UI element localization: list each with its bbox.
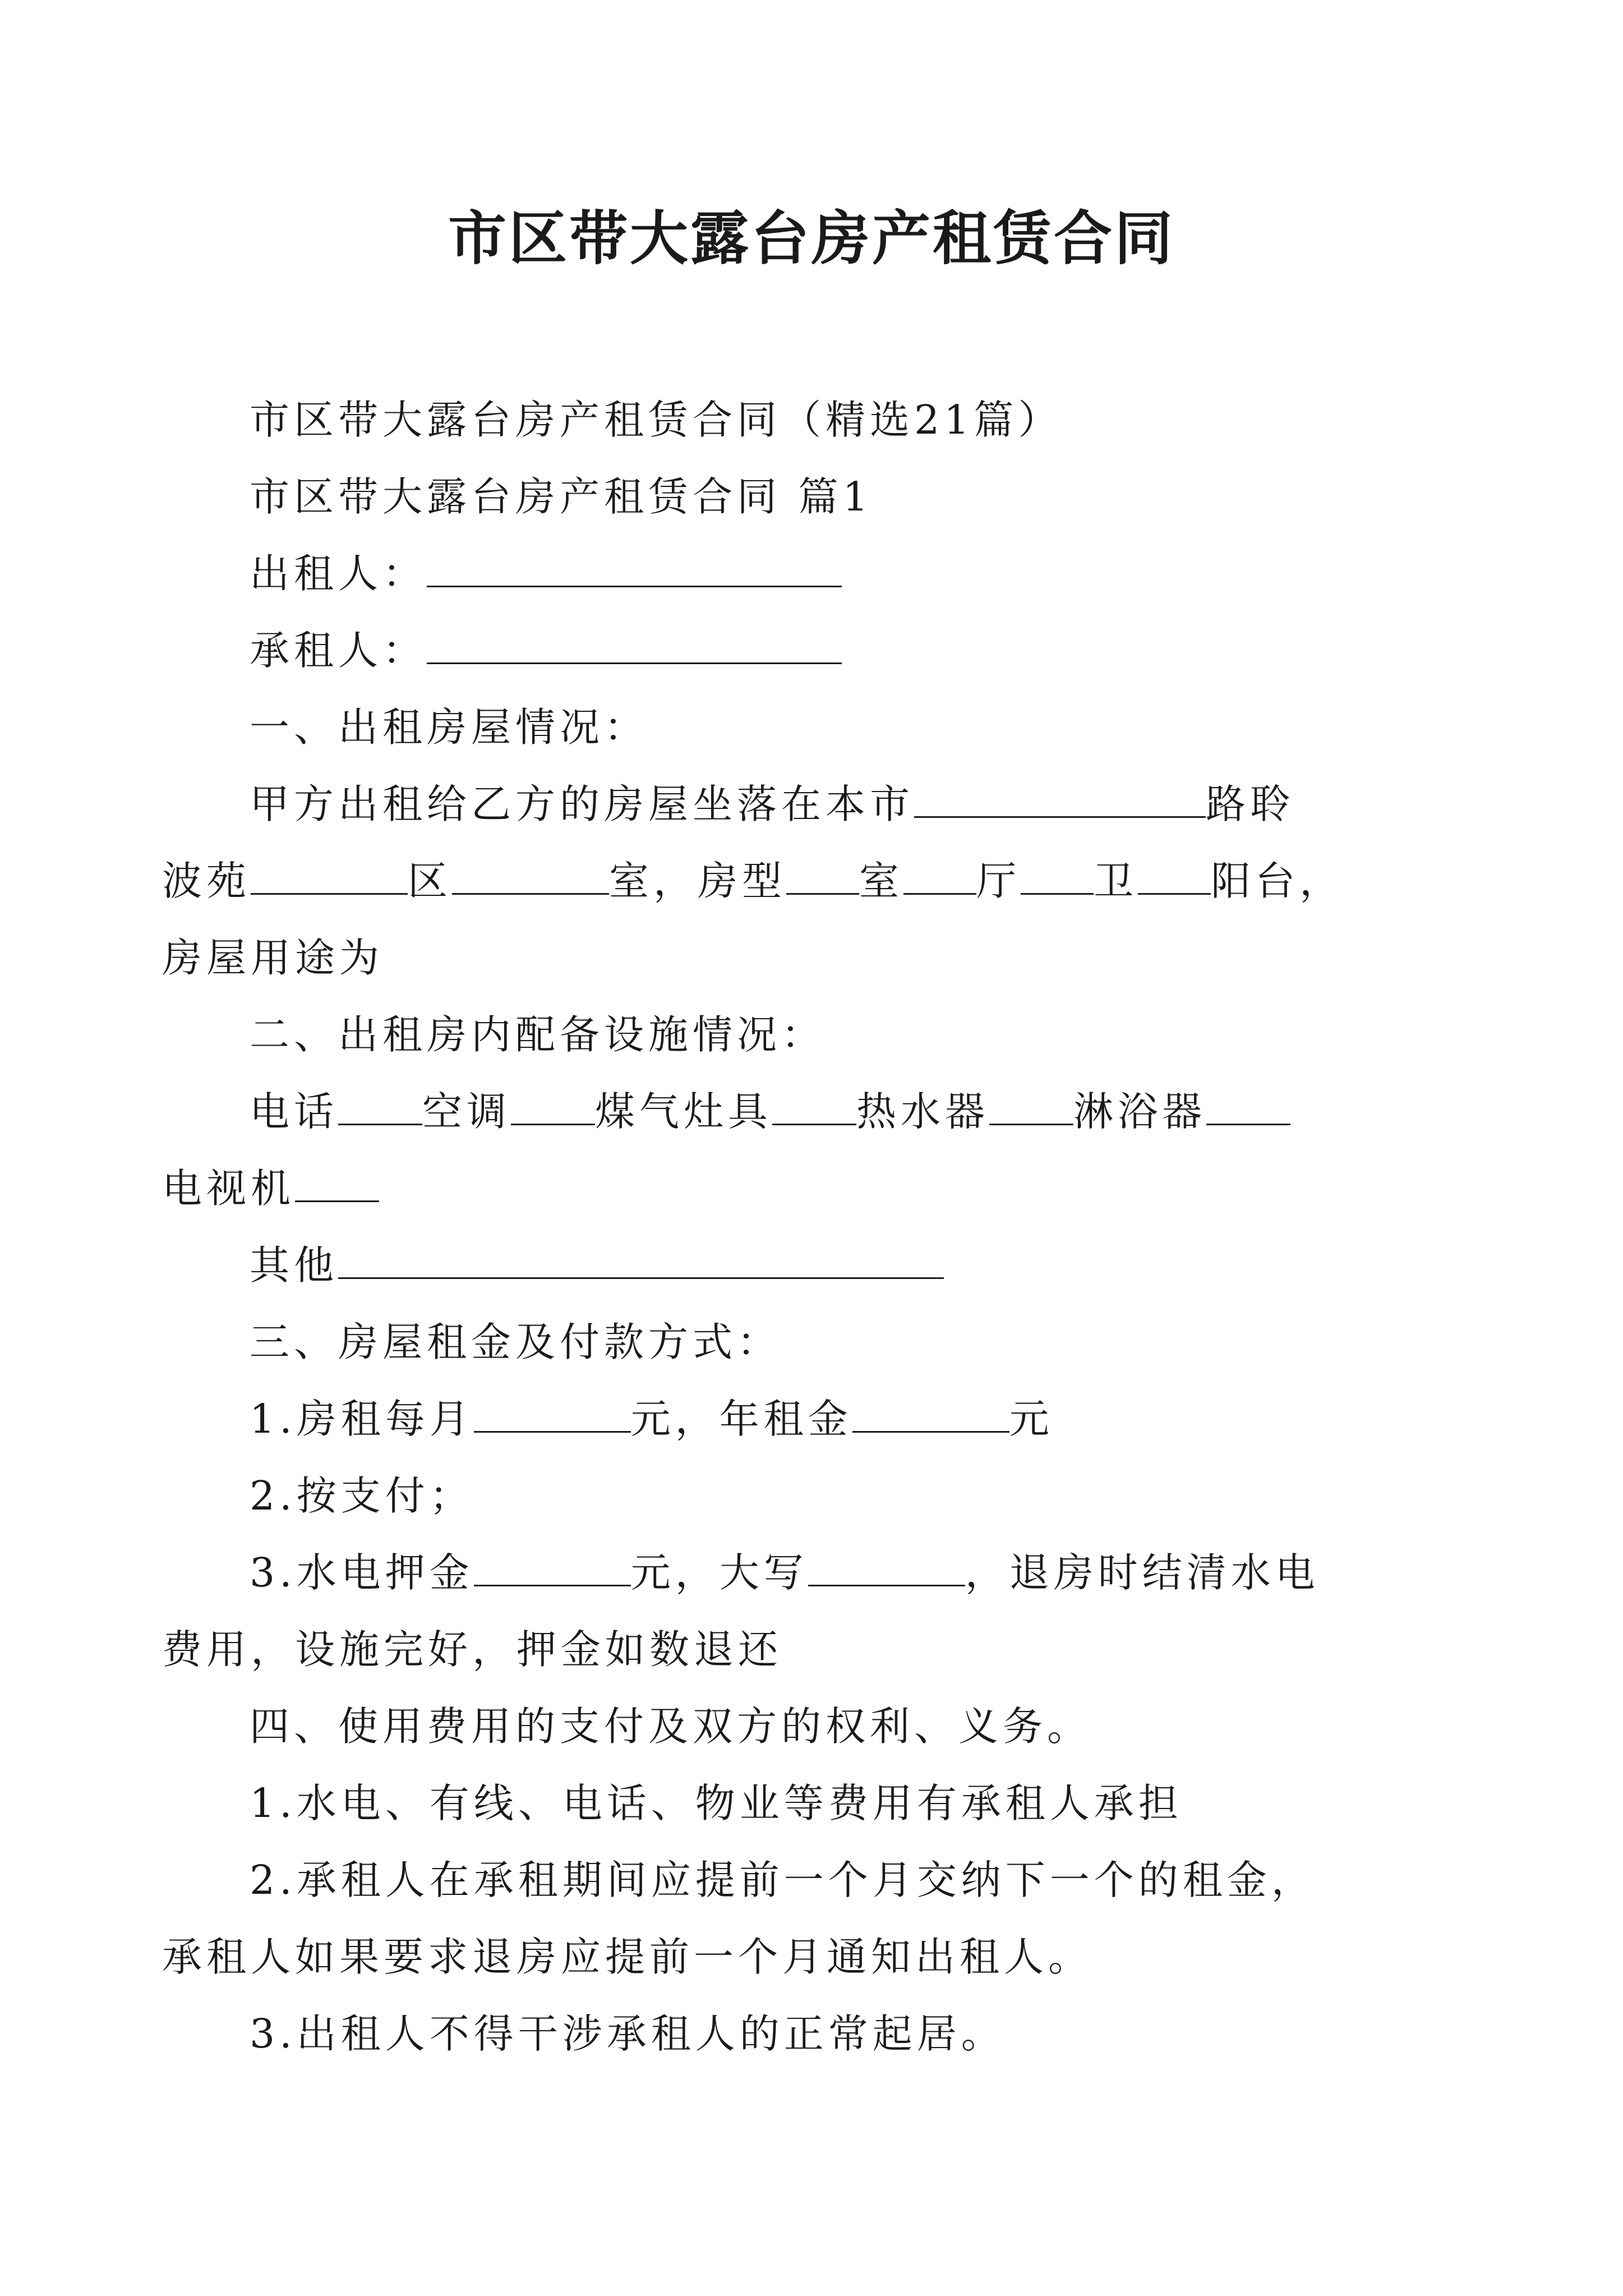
clause-4-2: 2.承租人在承租期间应提前一个月交纳下一个的租金，	[250, 1857, 1316, 1903]
house-location-paragraph: 甲方出租给乙方的房屋坐落在本市 路聆	[250, 781, 1295, 827]
lessee-blank[interactable]	[427, 630, 842, 664]
gas-stove-blank[interactable]	[772, 1091, 856, 1125]
house-location-line-2: 波苑 区 室，房型 室 厅 卫 阳台，	[162, 858, 1344, 904]
lessor-label: 出租人：	[250, 550, 427, 597]
rooms-count-blank[interactable]	[786, 861, 859, 895]
shower-blank[interactable]	[1206, 1091, 1290, 1125]
section-1-heading: 一、出租房屋情况：	[250, 704, 649, 751]
deposit-line-2: 费用，设施完好，押金如数退还	[162, 1626, 783, 1673]
deposit-line: 3.水电押金 元，大写 ，退房时结清水电	[250, 1549, 1320, 1596]
section-3-heading: 三、房屋租金及付款方式：	[250, 1319, 782, 1365]
lessor-line	[250, 535, 1388, 612]
balcony-count-blank[interactable]	[1138, 861, 1211, 895]
clause-4-3: 3.出租人不得干涉承租人的正常起居。	[250, 2010, 1006, 2057]
room-blank[interactable]	[452, 861, 609, 895]
house-usage-line: 房屋用途为	[162, 935, 384, 981]
payment-line: 2.按支付；	[250, 1473, 474, 1519]
contract-subtitle: 市区带大露台房产租赁合同（精选21篇）	[250, 397, 1063, 443]
baths-count-blank[interactable]	[1021, 861, 1094, 895]
section-heading: 市区带大露台房产租赁合同 篇1	[250, 473, 873, 520]
lessee-line	[250, 612, 1388, 689]
halls-count-blank[interactable]	[903, 861, 976, 895]
monthly-rent-blank[interactable]	[474, 1398, 631, 1433]
section-4-heading: 四、使用费用的支付及双方的权利、义务。	[250, 1703, 1092, 1750]
clause-4-2-line-2: 承租人如果要求退房应提前一个月通知出租人。	[162, 1934, 1093, 1980]
facilities-other-line: 其他	[250, 1227, 1388, 1304]
facilities-line-1: 电话 空调 煤气灶具 热水器 淋浴器	[250, 1073, 1388, 1150]
ac-blank[interactable]	[511, 1091, 595, 1125]
water-heater-blank[interactable]	[989, 1091, 1073, 1125]
other-blank[interactable]	[338, 1245, 944, 1279]
rent-line: 1.房租每月 元，年租金 元	[250, 1396, 1054, 1442]
city-blank[interactable]	[914, 784, 1206, 818]
section-2-heading: 二、出租房内配备设施情况：	[250, 1011, 826, 1058]
annual-rent-blank[interactable]	[852, 1398, 1009, 1433]
district-blank[interactable]	[251, 861, 408, 895]
document-title: 市区带大露台房产租赁合同	[448, 204, 1175, 273]
deposit-words-blank[interactable]	[808, 1552, 965, 1586]
clause-4-1: 1.水电、有线、电话、物业等费用有承租人承担	[250, 1780, 1183, 1826]
lessee-label: 承租人：	[250, 627, 427, 674]
lessor-blank[interactable]	[427, 553, 842, 587]
facilities-line-2: 电视机	[162, 1150, 1388, 1227]
deposit-amount-blank[interactable]	[474, 1552, 631, 1586]
phone-blank[interactable]	[338, 1091, 422, 1125]
tv-blank[interactable]	[295, 1168, 379, 1202]
